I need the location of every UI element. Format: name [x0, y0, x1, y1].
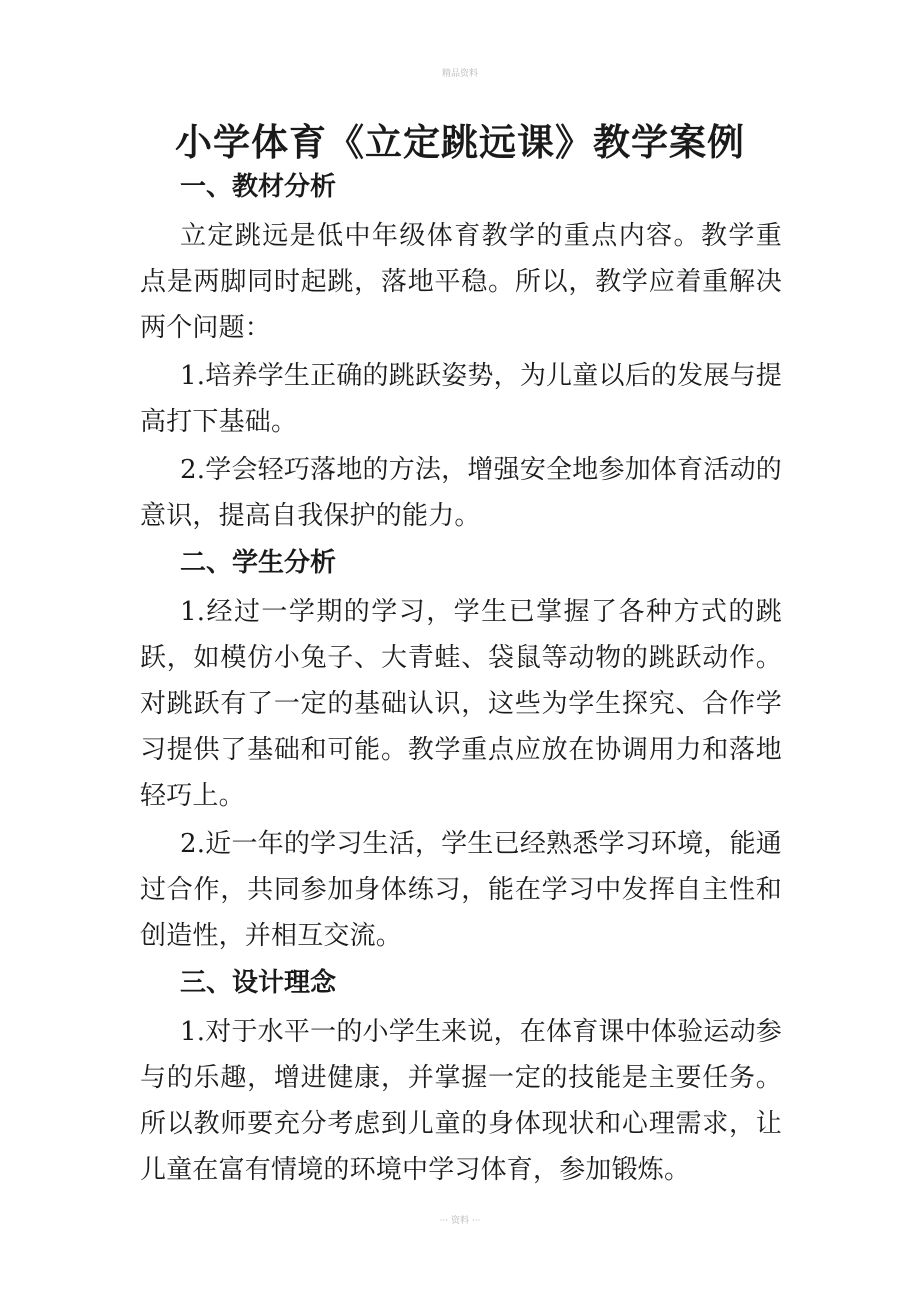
document-title: 小学体育《立定跳远课》教学案例 [175, 120, 745, 164]
paragraph: 1.培养学生正确的跳跃姿势，为儿童以后的发展与提高打下基础。 [140, 361, 782, 437]
paragraph: 2.近一年的学习生活，学生已经熟悉学习环境，能通过合作，共同参加身体练习，能在学习中发挥自主性和创造性，并相互交流。 [140, 829, 782, 951]
header-watermark: 精品资料 [441, 69, 478, 79]
section-heading: 一、教材分析 [180, 172, 337, 202]
paragraph: 立定跳远是低中年级体育教学的重点内容。教学重点是两脚同时起跳，落地平稳。所以，教学应着重解决两个问题： [140, 221, 782, 343]
section-heading: 二、学生分析 [180, 548, 337, 578]
paragraph: 1.经过一学期的学习，学生已掌握了各种方式的跳跃，如模仿小兔子、大青蛙、袋鼠等动物的跳跃动作。对跳跃有了一定的基础认识，这些为学生探究、合作学习提供了基础和可能。教学重点应放在协调用力和落地轻巧上。 [140, 597, 782, 811]
footer-watermark: ··· 资料 ··· [439, 1216, 481, 1226]
paragraph: 1.对于水平一的小学生来说，在体育课中体验运动参与的乐趣，增进健康，并掌握一定的技能是主要任务。所以教师要充分考虑到儿童的身体现状和心理需求，让儿童在富有情境的环境中学习体育，参加锻炼。 [140, 1017, 782, 1185]
paragraph: 2.学会轻巧落地的方法，增强安全地参加体育活动的意识，提高自我保护的能力。 [140, 455, 782, 531]
section-heading: 三、设计理念 [180, 968, 337, 998]
document-body [140, 165, 782, 1195]
